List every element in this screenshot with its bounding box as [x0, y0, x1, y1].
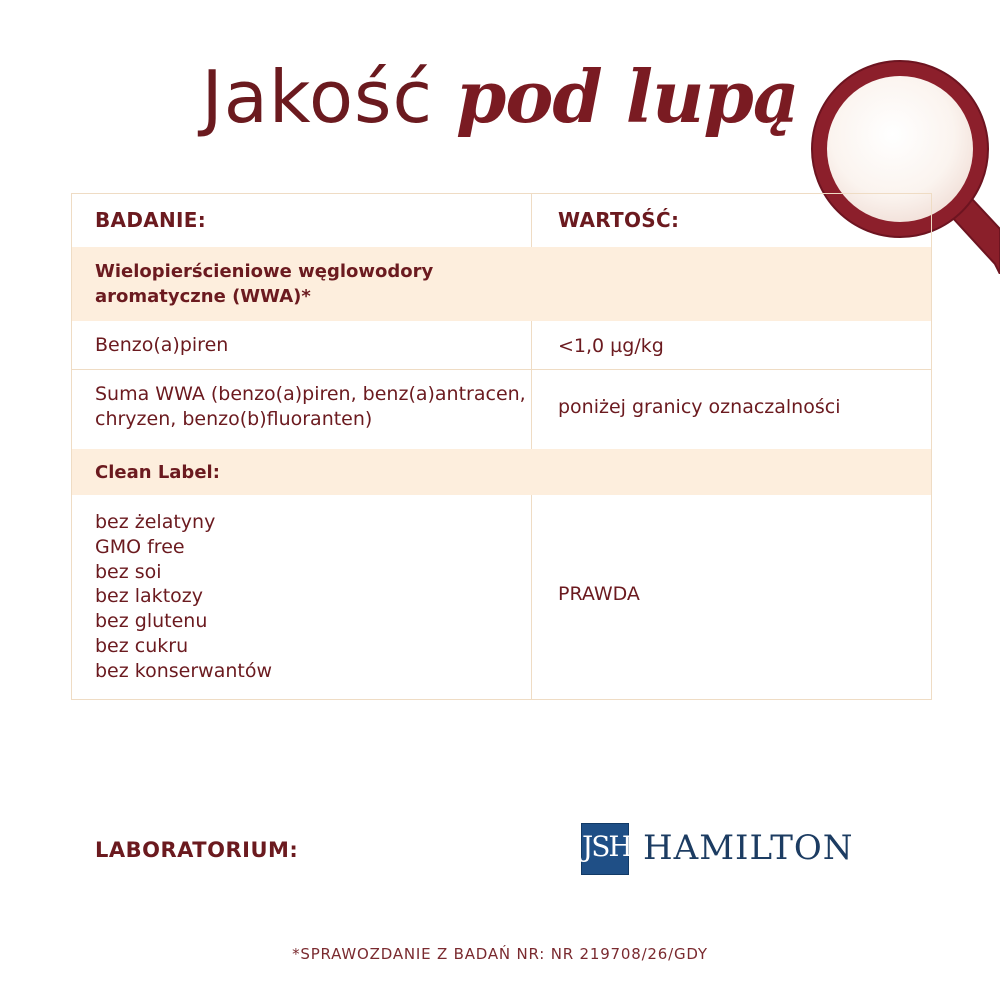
- list-item: bez glutenu: [95, 610, 208, 633]
- test-value: poniżej granicy oznaczalności: [558, 396, 841, 418]
- column-divider: [531, 495, 532, 700]
- section-band-clean-label: [72, 449, 931, 495]
- clean-label-value: PRAWDA: [558, 583, 640, 605]
- section-band-wwa: [72, 247, 931, 321]
- logo-letters: JSH: [582, 830, 631, 863]
- laboratory-label: LABORATORIUM:: [95, 838, 299, 862]
- table-row: [72, 370, 931, 449]
- column-divider: [531, 321, 532, 449]
- table-header-row: [72, 194, 931, 247]
- table-row: [72, 321, 931, 369]
- column-divider: [531, 194, 532, 247]
- results-table: [71, 193, 932, 700]
- header-test: BADANIE:: [95, 208, 207, 232]
- test-name-line2: chryzen, benzo(b)fluoranten): [95, 408, 373, 430]
- footnote: *SPRAWOZDANIE Z BADAŃ NR: NR 219708/26/GDY: [292, 945, 708, 963]
- hamilton-logo-mark: [581, 823, 629, 875]
- list-item: GMO free: [95, 535, 185, 558]
- title-part-regular: Jakość: [201, 55, 434, 139]
- header-value: WARTOŚĆ:: [558, 208, 680, 232]
- test-value: <1,0 µg/kg: [558, 335, 664, 357]
- clean-label-list: [95, 510, 272, 684]
- title-part-bold: pod lupą: [456, 54, 799, 139]
- list-item: bez soi: [95, 560, 162, 583]
- section-title-clean-label: Clean Label:: [95, 462, 220, 483]
- section-title-wwa-line2: aromatyczne (WWA)*: [95, 286, 311, 307]
- list-item: bez cukru: [95, 634, 189, 657]
- test-name-line1: Suma WWA (benzo(a)piren, benz(a)antracen,: [95, 383, 526, 405]
- list-item: bez konserwantów: [95, 659, 272, 682]
- hamilton-logo-name: HAMILTON: [643, 828, 854, 868]
- list-item: bez laktozy: [95, 585, 203, 608]
- list-item: bez żelatyny: [95, 511, 216, 533]
- test-name: Benzo(a)piren: [95, 334, 229, 356]
- section-title-wwa-line1: Wielopierścieniowe węglowodory: [95, 261, 434, 282]
